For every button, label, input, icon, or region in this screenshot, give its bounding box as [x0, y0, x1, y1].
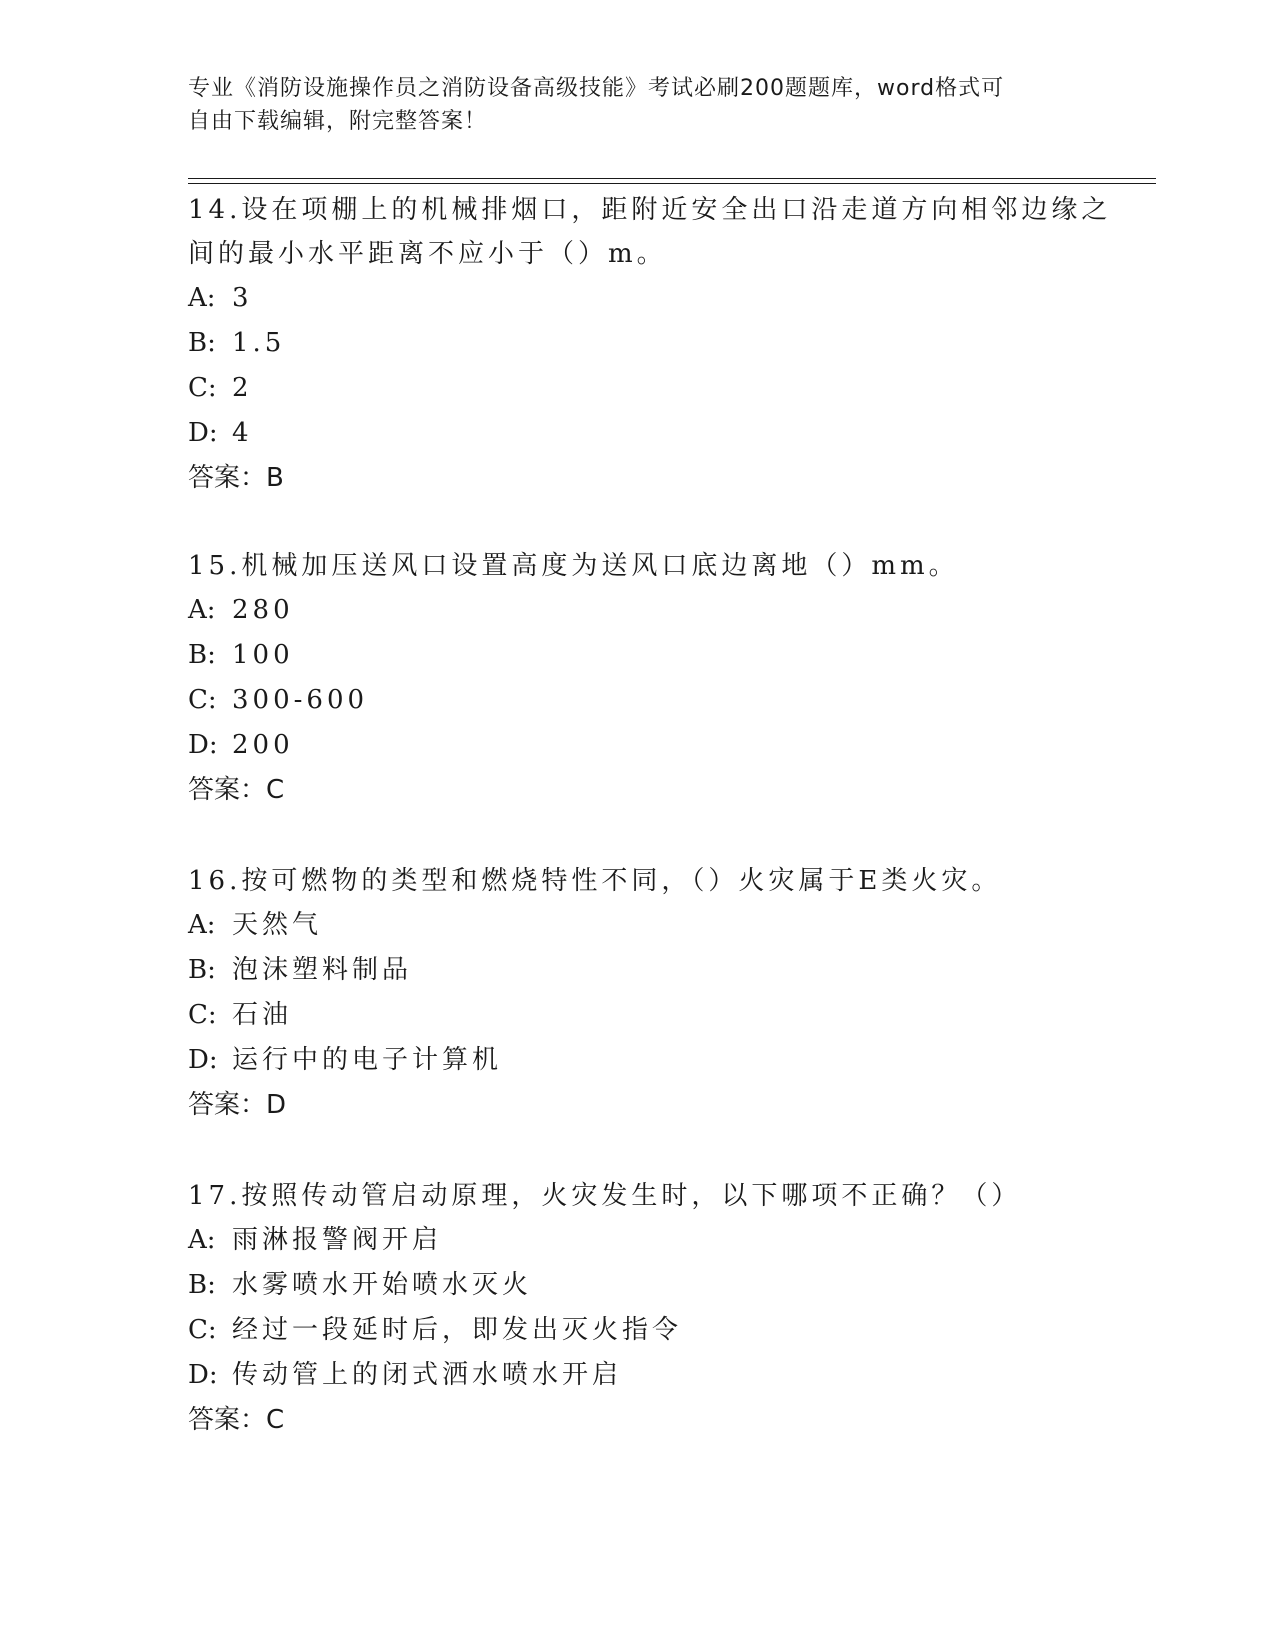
option-b: B: 泡沫塑料制品 [188, 955, 413, 985]
question-stem [188, 1174, 1088, 1218]
question-stem-line: 14.设在项棚上的机械排烟口，距附近安全出口沿走道方向相邻边缘之 [188, 195, 1112, 225]
option-c: C: 石油 [188, 1000, 293, 1030]
option-a: A: 天然气 [188, 910, 323, 940]
question-stem [188, 859, 1088, 903]
question-stem-line: 间的最小水平距离不应小于（）m。 [188, 239, 667, 269]
header-divider-top [188, 178, 1156, 179]
question-15 [188, 544, 1088, 813]
option-a: A: 雨淋报警阀开启 [188, 1225, 443, 1255]
option-b: B: 100 [188, 640, 294, 670]
question-stem [188, 188, 1112, 276]
header-line-2: 自由下载编辑，附完整答案！ [188, 109, 488, 134]
answer-line: 答案：C [188, 1405, 285, 1435]
question-14 [188, 188, 1112, 501]
option-d: D: 200 [188, 730, 294, 760]
header-line-1: 专业《消防设施操作员之消防设备高级技能》考试必刷200题题库，word格式可 [188, 76, 1005, 101]
option-d: D: 4 [188, 418, 253, 448]
question-stem-line: 17.按照传动管启动原理，火灾发生时，以下哪项不正确？（） [188, 1181, 1022, 1211]
question-16 [188, 859, 1088, 1128]
option-c: C: 经过一段延时后，即发出灭火指令 [188, 1315, 683, 1345]
answer-line: 答案：B [188, 463, 284, 493]
option-d: D: 传动管上的闭式洒水喷水开启 [188, 1360, 623, 1390]
answer-line: 答案：C [188, 775, 285, 805]
option-b: B: 1.5 [188, 328, 286, 358]
question-17 [188, 1174, 1088, 1443]
option-a: A: 280 [188, 595, 294, 625]
option-c: C: 2 [188, 373, 253, 403]
option-b: B: 水雾喷水开始喷水灭火 [188, 1270, 533, 1300]
document-header [188, 72, 1088, 138]
answer-line: 答案：D [188, 1090, 287, 1120]
question-stem-line: 15.机械加压送风口设置高度为送风口底边离地（）mm。 [188, 551, 959, 581]
question-stem-line: 16.按可燃物的类型和燃烧特性不同，（）火灾属于E类火灾。 [188, 866, 1002, 896]
option-d: D: 运行中的电子计算机 [188, 1045, 503, 1075]
question-stem [188, 544, 1088, 588]
option-a: A: 3 [188, 283, 253, 313]
header-divider-bottom [188, 183, 1156, 184]
option-c: C: 300-600 [188, 685, 369, 715]
